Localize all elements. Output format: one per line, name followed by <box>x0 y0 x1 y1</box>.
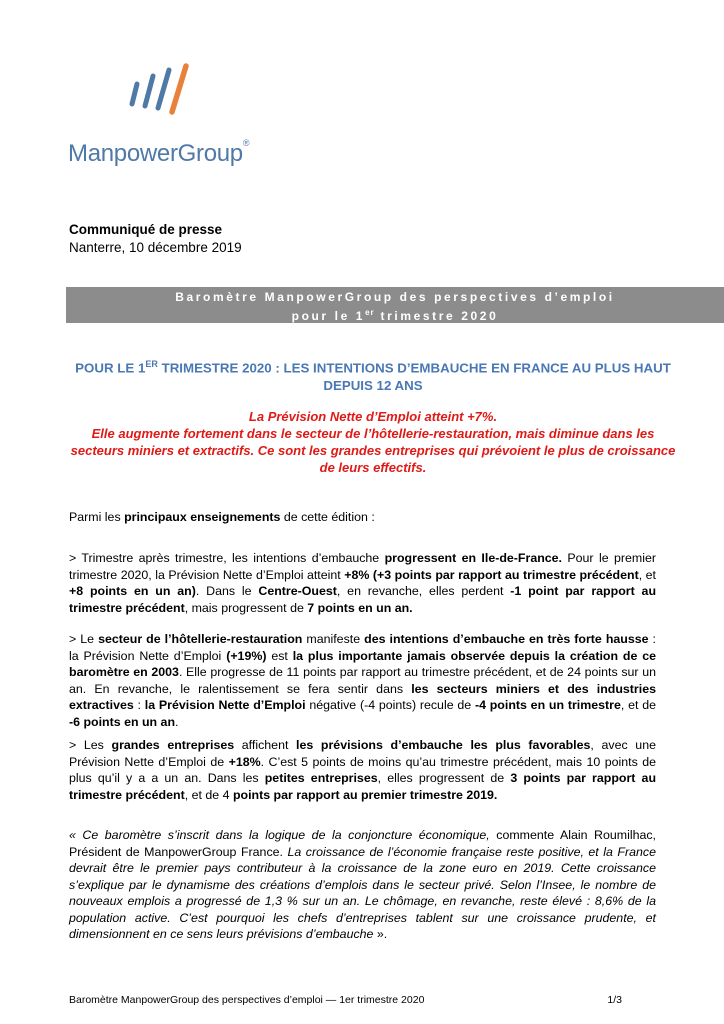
subheadline <box>68 408 678 476</box>
page-number: 1/3 <box>607 994 622 1006</box>
intro-paragraph: Parmi les principaux enseignements de cette édition : <box>69 510 375 524</box>
page-footer <box>69 994 622 1006</box>
press-header <box>69 221 242 257</box>
banner-line-1: Baromètre ManpowerGroup des perspectives d’emploi <box>175 290 615 304</box>
banner-line-2: pour le 1er trimestre 2020 <box>291 308 499 323</box>
paragraph-ile-de-france: > Trimestre après trimestre, les intentions d’embauche progressent en Ile-de-France. Pour le premier trimestre 2020, la Prévision Nette d’Emploi atteint +8% (+3 points par rapport au trimestre précédent, et +8 points en un an). Dans le Centre-Ouest, en revanche, elles perdent -1 point par rapport au trimestre précédent, mais progressent de 7 points en un an. <box>69 551 657 615</box>
headline: POUR LE 1ER TRIMESTRE 2020 : LES INTENTIONS D’EMBAUCHE EN FRANCE AU PLUS HAUT DEPUIS 12 ANS <box>75 359 671 394</box>
manpowergroup-logo <box>68 62 268 172</box>
quote-paragraph: « Ce baromètre s’inscrit dans la logique de la conjoncture économique, commente Alain Roumilhac, Président de ManpowerGroup France. La croissance de l’économie française reste positive, et la France devrait être le premier pays contributeur à la croissance de la zone euro en 2019. Cette croissance s’explique par le dynamisme des créations d’emplois dans le secteur privé. Selon l’Insee, le nombre de nouveaux emplois a progressé de 1,3 % sur un an. Le chômage, en revanche, reste élevé : 8,6% de la population active. C’est pourquoi les chefs d’entreprises tablent sur une croissance prudente, et dimensionnent en ce sens leurs prévisions d’embauche ». <box>69 828 656 941</box>
title-banner <box>66 287 724 323</box>
subhead-line-1: La Prévision Nette d’Emploi atteint +7%. <box>248 409 498 424</box>
footer-title: Baromètre ManpowerGroup des perspectives d’emploi — 1er trimestre 2020 <box>69 994 425 1006</box>
logo-wordmark: ManpowerGroup® <box>68 138 250 167</box>
paragraph-entreprises: > Les grandes entreprises affichent les prévisions d’embauche les plus favorables, avec une Prévision Nette d’Emploi de +18%. C’est 5 points de moins qu’au trimestre précédent, mais 10 points de plus qu’il y a a un an. Dans les petites entreprises, elles progressent de 3 points par rapport au trimestre précédent, et de 4 points par rapport au premier trimestre 2019. <box>69 738 657 802</box>
subhead-line-2: Elle augmente fortement dans le secteur de l’hôtellerie-restauration, mais diminue dans les secteurs miniers et extractifs. Ce sont les grandes entreprises qui prévoient le plus de croissance de leurs effectifs. <box>70 426 676 475</box>
press-title: Communiqué de presse <box>69 222 223 237</box>
paragraph-hotellerie: > Le secteur de l’hôtellerie-restauration manifeste des intentions d’embauche en très forte hausse : la Prévision Nette d’Emploi (+19%) est la plus importante jamais observée depuis la création de ce baromètre en 2003. Elle progresse de 11 points par rapport au trimestre précédent, et de 24 points sur un an. En revanche, le ralentissement se fera sentir dans les secteurs miniers et des industries extractives : la Prévision Nette d’Emploi négative (-4 points) recule de -4 points en un trimestre, et de -6 points en un an. <box>69 632 656 729</box>
press-place-date: Nanterre, 10 décembre 2019 <box>69 240 242 255</box>
logo-stripes-icon <box>120 62 260 127</box>
